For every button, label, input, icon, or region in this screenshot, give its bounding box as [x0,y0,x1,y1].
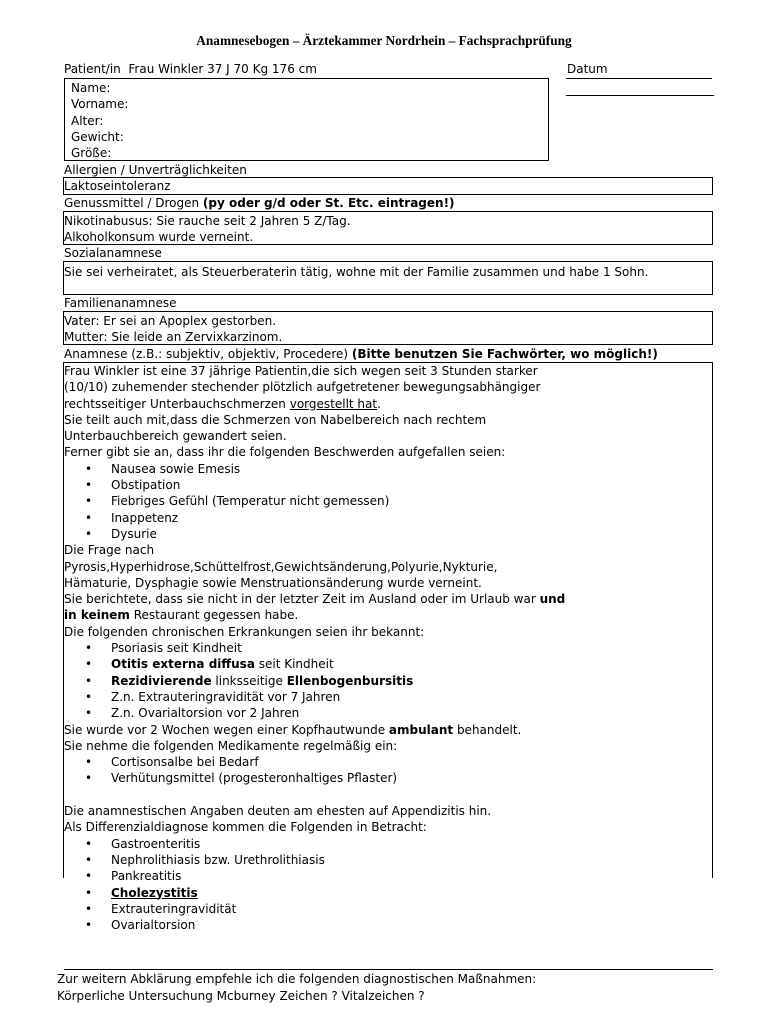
familie-line-2: Mutter: Sie leide an Zervixkarzinom. [64,330,283,345]
anamnese-text [64,363,724,933]
intro-line-6: Ferner gibt sie an, dass ihr die folgenden Beschwerden aufgefallen seien: [64,445,506,460]
chronic-item: • Otitis externa diffusa seit Kindheit [64,656,724,672]
genuss-hint: (py oder g/d oder St. Etc. eintragen!) [202,196,455,210]
anamnese-label: Anamnese (z.B.: subjektiv, objektiv, Procedere) [64,347,349,361]
allergien-label: Allergien / Unverträglichkeiten [64,163,247,177]
form-title: Anamnesebogen – Ärztekammer Nordrhein – Fachsprachprüfung [196,33,572,48]
personal-data-box[interactable] [64,78,549,161]
travel-line-1: Sie berichtete, dass sie nicht in der letzter Zeit im Ausland oder im Urlaub war und [64,592,566,607]
familie-box[interactable] [63,311,713,345]
intro-line-4: Sie teilt auch mit,dass die Schmerzen von Nabelbereich nach rechtem [64,412,487,427]
sozial-label: Sozialanamnese [64,246,162,260]
sozial-box[interactable] [63,261,713,295]
anamnese-hint: (Bitte benutzen Sie Fachwörter, wo möglich!) [351,347,658,361]
travel-line-2: in keinem Restaurant gegessen habe. [64,608,299,623]
chronic-item: • Z.n. Extrauteringravidität vor 7 Jahren [64,689,724,705]
meds-intro: Sie nehme die folgenden Medikamente regelmäßig ein: [64,738,398,753]
genuss-label-row [64,195,455,211]
field-vorname: Vorname: [71,97,129,112]
datum-label: Datum [567,62,608,76]
datum-line-2[interactable] [566,95,714,96]
allergien-value: Laktoseintoleranz [64,179,171,193]
intro-line-2: (10/10) zuhemender stechender plötzlich aufgetretener bewegungsabhängiger [64,380,541,395]
negated-line-2: Pyrosis,Hyperhidrose,Schüttelfrost,Gewichtsänderung,Polyurie,Nykturie, [64,559,498,574]
chronic-intro: Die folgenden chronischen Erkrankungen seien ihr bekannt: [64,624,425,639]
dd-item: • Cholezystitis [64,885,724,901]
medication-item: • Verhütungsmittel (progesteronhaltiges Pflaster) [64,770,724,786]
intro-line-5: Unterbauchbereich gewandert seien. [64,429,287,444]
spacer [64,787,724,803]
field-gewicht: Gewicht: [71,129,124,144]
patient-row [64,61,317,77]
dd-item: • Nephrolithiasis bzw. Urethrolithiasis [64,852,724,868]
intro-line-1: Frau Winkler ist eine 37 jährige Patientin,die sich wegen seit 3 Stunden starker [64,364,538,378]
patient-label: Patient/in [64,62,121,76]
chronic-item: • Z.n. Ovarialtorsion vor 2 Jahren [64,705,724,721]
chronic-item: • Psoriasis seit Kindheit [64,640,724,656]
wound-line: Sie wurde vor 2 Wochen wegen einer Kopfhautwunde ambulant behandelt. [64,722,522,737]
dd-item: • Extrauteringravidität [64,901,724,917]
field-name: Name: [71,81,111,95]
negated-line-3: Hämaturie, Dysphagie sowie Menstruationsänderung wurde verneint. [64,575,482,590]
negated-line-1: Die Frage nach [64,543,155,558]
symptom-item: • Obstipation [64,477,724,493]
sozial-value: Sie sei verheiratet, als Steuerberaterin tätig, wohne mit der Familie zusammen und habe 1 Sohn. [64,265,649,279]
genuss-line-1: Nikotinabusus: Sie rauche seit 2 Jahren 5 Z/Tag. [64,214,351,228]
footer-separator [64,969,713,970]
symptom-item: • Nausea sowie Emesis [64,461,724,477]
dd-intro: Als Differenzialdiagnose kommen die Folgenden in Betracht: [64,820,427,835]
symptom-item: • Dysurie [64,526,724,542]
symptom-item: • Fiebriges Gefühl (Temperatur nicht gemessen) [64,493,724,509]
chronic-item: • Rezidivierende linksseitige Ellenbogenbursitis [64,673,724,689]
familie-label: Familienanamnese [64,296,177,310]
dd-item: • Gastroenteritis [64,836,724,852]
anamnese-label-row [64,346,658,362]
datum-line[interactable] [566,78,712,79]
familie-line-1: Vater: Er sei an Apoplex gestorben. [64,314,277,328]
symptom-item: • Inappetenz [64,510,724,526]
genuss-line-2: Alkoholkonsum wurde verneint. [64,230,254,245]
dd-item: • Ovarialtorsion [64,917,724,933]
field-alter: Alter: [71,113,104,128]
genuss-label: Genussmittel / Drogen [64,196,200,210]
allergien-box[interactable] [63,177,713,195]
footer-line-1: Zur weitern Abklärung empfehle ich die folgenden diagnostischen Maßnahmen: [57,972,537,986]
footer-line-2: Körperliche Untersuchung Mcburney Zeichen ? Vitalzeichen ? [57,989,425,1003]
genuss-box[interactable] [63,211,713,245]
conclusion-line: Die anamnestischen Angaben deuten am ehesten auf Appendizitis hin. [64,804,492,819]
intro-line-3: rechtsseitiger Unterbauchschmerzen vorgestellt hat. [64,396,381,411]
medication-item: • Cortisonsalbe bei Bedarf [64,754,724,770]
dd-item: • Pankreatitis [64,868,724,884]
field-groesse: Größe: [71,146,112,161]
intro-underlined: vorgestellt hat [289,396,378,411]
patient-value[interactable]: Frau Winkler 37 J 70 Kg 176 cm [128,62,317,76]
